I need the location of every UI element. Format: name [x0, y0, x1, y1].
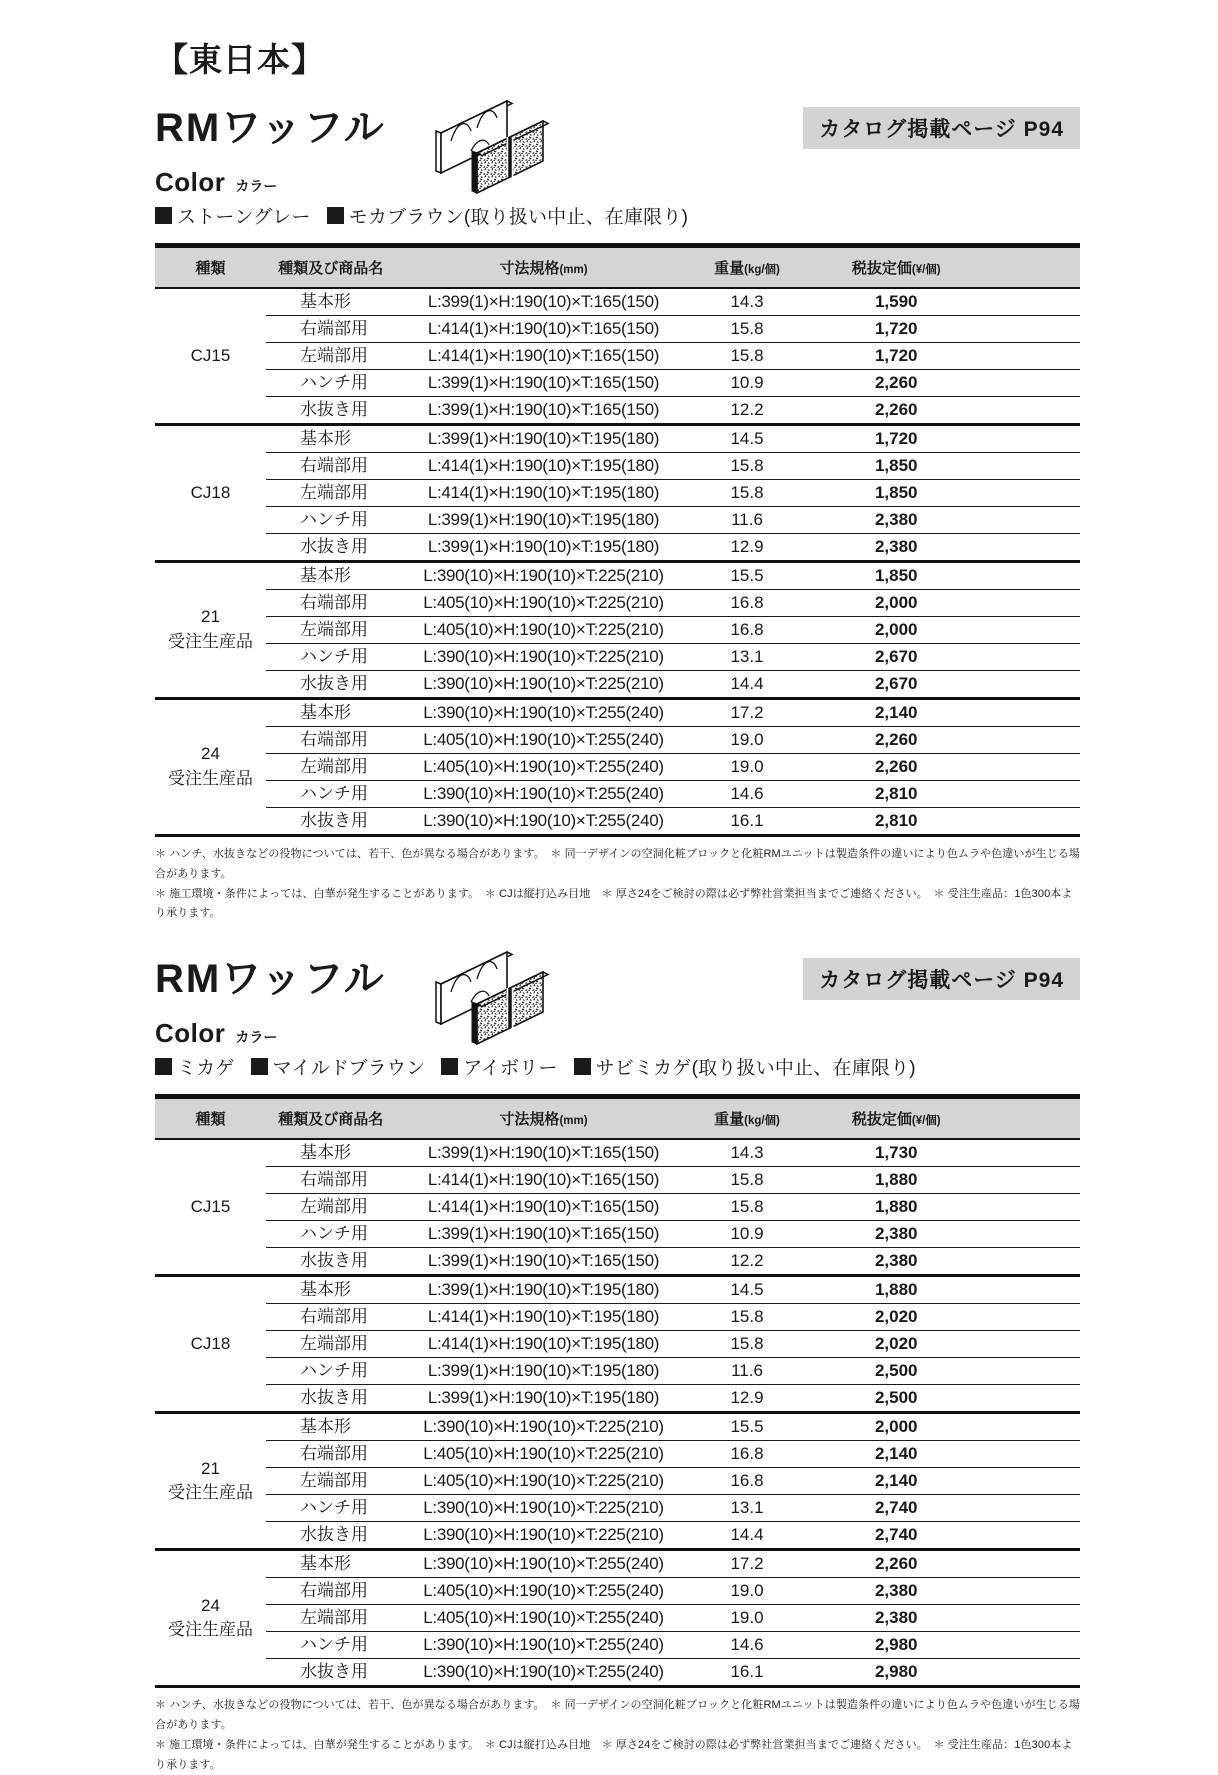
- footnote: ＊ 施工環境・条件によっては、白華が発生することがあります。 ＊ CJは縦打込み目地 ＊ 厚さ24をご検討の際は必ず弊社営業担当までご連絡ください。 ＊ 受注生産品：1色300本より承ります。: [155, 1738, 1073, 1771]
- section-header: [155, 950, 1080, 1008]
- cell-product-name: 基本形: [266, 1139, 396, 1167]
- table-header-row: [155, 246, 1080, 289]
- cell-price: 2,810: [803, 781, 1081, 808]
- cell-weight: 14.4: [692, 671, 803, 699]
- cell-price: 1,720: [803, 343, 1081, 370]
- cell-price: 2,260: [803, 727, 1081, 754]
- cell-price: 2,000: [803, 590, 1081, 617]
- cell-product-name: 右端部用: [266, 316, 396, 343]
- table-row: [155, 1495, 1080, 1522]
- column-label: 重量: [714, 1111, 745, 1129]
- cell-size: L:399(1)×H:190(10)×T:165(150): [396, 1221, 692, 1248]
- cell-product-name: 左端部用: [266, 480, 396, 507]
- cell-size: L:390(10)×H:190(10)×T:255(240): [396, 1632, 692, 1659]
- cell-size: L:414(1)×H:190(10)×T:195(180): [396, 1304, 692, 1331]
- cell-size: L:405(10)×H:190(10)×T:225(210): [396, 590, 692, 617]
- cell-weight: 15.5: [692, 562, 803, 590]
- table-row: [155, 1358, 1080, 1385]
- table-row: [155, 425, 1080, 453]
- type-cell: 21 受注生産品: [155, 562, 266, 699]
- column-unit: (¥/個): [911, 264, 941, 276]
- table-row: [155, 808, 1080, 836]
- cell-size: L:390(10)×H:190(10)×T:225(210): [396, 1522, 692, 1550]
- cell-product-name: 水抜き用: [266, 1248, 396, 1276]
- cell-product-name: 水抜き用: [266, 671, 396, 699]
- table-row: [155, 534, 1080, 562]
- cell-weight: 12.2: [692, 1248, 803, 1276]
- column-header: [396, 246, 692, 289]
- cell-price: 1,880: [803, 1194, 1081, 1221]
- cell-weight: 19.0: [692, 1605, 803, 1632]
- table-row: [155, 1385, 1080, 1413]
- cell-size: L:414(1)×H:190(10)×T:195(180): [396, 453, 692, 480]
- cell-price: 2,740: [803, 1495, 1081, 1522]
- cell-product-name: ハンチ用: [266, 370, 396, 397]
- cell-product-name: 右端部用: [266, 590, 396, 617]
- column-unit: (¥/個): [911, 1115, 941, 1128]
- cell-product-name: ハンチ用: [266, 507, 396, 534]
- cell-price: 2,380: [803, 1248, 1081, 1276]
- color-swatch-item: [155, 1053, 235, 1080]
- table-row: [155, 1331, 1080, 1358]
- cell-product-name: 基本形: [266, 425, 396, 453]
- cell-price: 2,260: [803, 370, 1081, 397]
- cell-weight: 14.6: [692, 781, 803, 808]
- column-unit: (mm): [559, 264, 588, 276]
- catalog-page-badge: カタログ掲載ページ P94: [803, 958, 1080, 1000]
- cell-price: 2,000: [803, 1413, 1081, 1441]
- cell-price: 2,500: [803, 1358, 1081, 1385]
- cell-weight: 19.0: [692, 1578, 803, 1605]
- cell-size: L:405(10)×H:190(10)×T:255(240): [396, 1578, 692, 1605]
- cell-weight: 16.1: [692, 1659, 803, 1687]
- catalog-page-badge: カタログ掲載ページ P94: [803, 107, 1080, 149]
- cell-size: L:414(1)×H:190(10)×T:165(150): [396, 1194, 692, 1221]
- cell-price: 2,140: [803, 699, 1081, 727]
- column-header: [155, 1097, 266, 1140]
- cell-weight: 16.8: [692, 590, 803, 617]
- cell-price: 2,810: [803, 808, 1081, 836]
- cell-weight: 15.8: [692, 1304, 803, 1331]
- cell-weight: 11.6: [692, 1358, 803, 1385]
- cell-size: L:399(1)×H:190(10)×T:165(150): [396, 288, 692, 316]
- cell-weight: 14.5: [692, 425, 803, 453]
- cell-weight: 15.8: [692, 453, 803, 480]
- cell-size: L:414(1)×H:190(10)×T:195(180): [396, 480, 692, 507]
- cell-price: 2,980: [803, 1659, 1081, 1687]
- cell-size: L:399(1)×H:190(10)×T:195(180): [396, 1385, 692, 1413]
- cell-price: 2,380: [803, 507, 1081, 534]
- cell-product-name: 左端部用: [266, 1194, 396, 1221]
- type-cell: 24 受注生産品: [155, 699, 266, 836]
- cell-price: 2,380: [803, 1578, 1081, 1605]
- cell-product-name: ハンチ用: [266, 1358, 396, 1385]
- cell-size: L:414(1)×H:190(10)×T:165(150): [396, 316, 692, 343]
- cell-size: L:390(10)×H:190(10)×T:225(210): [396, 1413, 692, 1441]
- cell-price: 2,500: [803, 1385, 1081, 1413]
- column-unit: (mm): [559, 1115, 588, 1128]
- column-label: 寸法規格: [499, 260, 560, 277]
- footnotes: [155, 845, 1080, 924]
- table-row: [155, 343, 1080, 370]
- cell-product-name: 左端部用: [266, 1331, 396, 1358]
- table-row: [155, 507, 1080, 534]
- color-swatch-item: [155, 202, 311, 229]
- cell-price: 2,380: [803, 1221, 1081, 1248]
- cell-size: L:399(1)×H:190(10)×T:195(180): [396, 507, 692, 534]
- cell-weight: 14.4: [692, 1522, 803, 1550]
- spec-table: [155, 243, 1080, 837]
- cell-size: L:405(10)×H:190(10)×T:225(210): [396, 617, 692, 644]
- cell-price: 1,590: [803, 288, 1081, 316]
- cell-product-name: 基本形: [266, 562, 396, 590]
- column-header: [266, 246, 396, 289]
- cell-size: L:414(1)×H:190(10)×T:165(150): [396, 1167, 692, 1194]
- cell-weight: 12.2: [692, 397, 803, 425]
- color-swatch: [327, 207, 344, 224]
- table-header-row: [155, 1097, 1080, 1140]
- color-swatch-item: [251, 1053, 426, 1080]
- footnote: ＊ ハンチ、水抜きなどの役物については、若干、色が異なる場合があります。 ＊ 同一デザインの空洞化粧ブロックと化粧RMユニットは製造条件の違いにより色ムラや色違いが生じる場合があります。: [155, 1699, 1081, 1731]
- table-row: [155, 1605, 1080, 1632]
- color-list: [155, 202, 1080, 229]
- cell-weight: 15.8: [692, 343, 803, 370]
- cell-product-name: 基本形: [266, 699, 396, 727]
- cell-weight: 17.2: [692, 1550, 803, 1578]
- cell-product-name: ハンチ用: [266, 1495, 396, 1522]
- cell-weight: 12.9: [692, 1385, 803, 1413]
- table-row: [155, 480, 1080, 507]
- cell-price: 2,260: [803, 1550, 1081, 1578]
- cell-weight: 13.1: [692, 644, 803, 671]
- cell-size: L:405(10)×H:190(10)×T:255(240): [396, 727, 692, 754]
- cell-price: 2,260: [803, 754, 1081, 781]
- cell-size: L:399(1)×H:190(10)×T:195(180): [396, 534, 692, 562]
- cell-size: L:399(1)×H:190(10)×T:165(150): [396, 1248, 692, 1276]
- column-header: [803, 1097, 1081, 1140]
- table-row: [155, 671, 1080, 699]
- cell-weight: 15.8: [692, 1331, 803, 1358]
- cell-size: L:414(1)×H:190(10)×T:165(150): [396, 343, 692, 370]
- cell-weight: 13.1: [692, 1495, 803, 1522]
- cell-price: 1,850: [803, 480, 1081, 507]
- color-swatch: [251, 1058, 268, 1075]
- cell-size: L:390(10)×H:190(10)×T:225(210): [396, 1495, 692, 1522]
- cell-product-name: 水抜き用: [266, 1659, 396, 1687]
- cell-product-name: 水抜き用: [266, 1385, 396, 1413]
- product-title: RMワッフル: [155, 106, 386, 150]
- column-label: 種類: [195, 260, 226, 277]
- cell-size: L:414(1)×H:190(10)×T:195(180): [396, 1331, 692, 1358]
- cell-weight: 14.5: [692, 1276, 803, 1304]
- table-row: [155, 1550, 1080, 1578]
- cell-weight: 12.9: [692, 534, 803, 562]
- cell-size: L:390(10)×H:190(10)×T:225(210): [396, 671, 692, 699]
- cell-size: L:399(1)×H:190(10)×T:195(180): [396, 425, 692, 453]
- cell-size: L:399(1)×H:190(10)×T:165(150): [396, 397, 692, 425]
- cell-weight: 15.8: [692, 316, 803, 343]
- cell-product-name: 左端部用: [266, 343, 396, 370]
- footnote: ＊ ハンチ、水抜きなどの役物については、若干、色が異なる場合があります。 ＊ 同一デザインの空洞化粧ブロックと化粧RMユニットは製造条件の違いにより色ムラや色違いが生じる場合があります。: [155, 848, 1081, 880]
- cell-price: 2,140: [803, 1468, 1081, 1495]
- cell-weight: 16.1: [692, 808, 803, 836]
- cell-product-name: 右端部用: [266, 1578, 396, 1605]
- cell-product-name: ハンチ用: [266, 1221, 396, 1248]
- table-row: [155, 754, 1080, 781]
- type-cell: CJ15: [155, 1139, 266, 1276]
- color-swatch: [155, 1058, 172, 1075]
- cell-size: L:399(1)×H:190(10)×T:165(150): [396, 370, 692, 397]
- cell-price: 2,380: [803, 534, 1081, 562]
- cell-weight: 15.5: [692, 1413, 803, 1441]
- cell-product-name: 右端部用: [266, 727, 396, 754]
- column-header: [692, 1097, 803, 1140]
- cell-product-name: ハンチ用: [266, 644, 396, 671]
- color-list: [155, 1053, 1080, 1080]
- cell-size: L:390(10)×H:190(10)×T:255(240): [396, 781, 692, 808]
- cell-product-name: 左端部用: [266, 1468, 396, 1495]
- table-row: [155, 1221, 1080, 1248]
- color-swatch: [574, 1058, 591, 1075]
- product-section: [155, 950, 1080, 1775]
- cell-weight: 19.0: [692, 727, 803, 754]
- color-heading-sub: カラー: [235, 178, 278, 194]
- cell-product-name: 左端部用: [266, 617, 396, 644]
- color-heading-sub: カラー: [235, 1029, 278, 1046]
- column-header: [396, 1097, 692, 1140]
- cell-size: L:390(10)×H:190(10)×T:225(210): [396, 644, 692, 671]
- cell-price: 1,720: [803, 316, 1081, 343]
- table-row: [155, 1248, 1080, 1276]
- color-heading: Color: [155, 1018, 226, 1049]
- table-row: [155, 781, 1080, 808]
- cell-size: L:390(10)×H:190(10)×T:255(240): [396, 699, 692, 727]
- cell-weight: 16.8: [692, 1441, 803, 1468]
- cell-price: 1,720: [803, 425, 1081, 453]
- column-label: 税抜定価: [851, 1111, 912, 1129]
- cell-size: L:399(1)×H:190(10)×T:195(180): [396, 1276, 692, 1304]
- cell-product-name: 水抜き用: [266, 397, 396, 425]
- color-swatch-item: [574, 1053, 916, 1080]
- cell-product-name: 右端部用: [266, 1304, 396, 1331]
- cell-price: 1,730: [803, 1139, 1081, 1167]
- cell-price: 1,850: [803, 453, 1081, 480]
- column-header: [692, 246, 803, 289]
- concrete-block-illustration-icon: [423, 938, 557, 1052]
- footnotes: [155, 1696, 1080, 1775]
- table-head: [155, 246, 1080, 289]
- cell-size: L:399(1)×H:190(10)×T:195(180): [396, 1358, 692, 1385]
- footnote: ＊ 施工環境・条件によっては、白華が発生することがあります。 ＊ CJは縦打込み目地 ＊ 厚さ24をご検討の際は必ず弊社営業担当までご連絡ください。 ＊ 受注生産品：1色300本より承ります。: [155, 887, 1073, 920]
- table-row: [155, 1167, 1080, 1194]
- table-row: [155, 617, 1080, 644]
- column-header: [803, 246, 1081, 289]
- column-label: 重量: [714, 260, 745, 277]
- color-swatch: [441, 1058, 458, 1075]
- cell-weight: 17.2: [692, 699, 803, 727]
- column-unit: (kg/個): [744, 264, 780, 276]
- cell-price: 1,850: [803, 562, 1081, 590]
- cell-weight: 11.6: [692, 507, 803, 534]
- column-unit: (kg/個): [744, 1115, 780, 1128]
- cell-product-name: 左端部用: [266, 1605, 396, 1632]
- table-row: [155, 727, 1080, 754]
- cell-product-name: 基本形: [266, 1276, 396, 1304]
- table-row: [155, 1522, 1080, 1550]
- table-row: [155, 590, 1080, 617]
- color-name: マイルドブラウン: [272, 1058, 426, 1080]
- column-header: [266, 1097, 396, 1140]
- color-name: ミカゲ: [177, 1058, 235, 1080]
- cell-product-name: 基本形: [266, 1550, 396, 1578]
- cell-size: L:405(10)×H:190(10)×T:255(240): [396, 1605, 692, 1632]
- table-row: [155, 1304, 1080, 1331]
- cell-price: 2,140: [803, 1441, 1081, 1468]
- cell-weight: 10.9: [692, 1221, 803, 1248]
- table-row: [155, 1276, 1080, 1304]
- cell-weight: 10.9: [692, 370, 803, 397]
- cell-price: 2,380: [803, 1605, 1081, 1632]
- color-swatch-item: [441, 1053, 557, 1080]
- cell-size: L:390(10)×H:190(10)×T:255(240): [396, 1659, 692, 1687]
- product-section: [155, 99, 1080, 924]
- cell-size: L:405(10)×H:190(10)×T:255(240): [396, 754, 692, 781]
- table-row: [155, 1659, 1080, 1687]
- type-cell: CJ15: [155, 288, 266, 425]
- table-row: [155, 1632, 1080, 1659]
- color-heading: Color: [155, 167, 226, 197]
- table-row: [155, 453, 1080, 480]
- table-row: [155, 1139, 1080, 1167]
- table-row: [155, 1441, 1080, 1468]
- cell-weight: 15.8: [692, 1194, 803, 1221]
- color-heading-row: [155, 167, 1080, 198]
- table-row: [155, 1194, 1080, 1221]
- region-title: 【東日本】: [155, 41, 325, 78]
- cell-price: 2,000: [803, 617, 1081, 644]
- cell-size: L:390(10)×H:190(10)×T:255(240): [396, 1550, 692, 1578]
- cell-price: 2,020: [803, 1331, 1081, 1358]
- type-cell: CJ18: [155, 1276, 266, 1413]
- color-name: モカブラウン(取り扱い中止、在庫限り): [348, 207, 689, 228]
- cell-weight: 14.3: [692, 1139, 803, 1167]
- spec-table: [155, 1094, 1080, 1688]
- cell-price: 2,020: [803, 1304, 1081, 1331]
- column-label: 種類及び商品名: [278, 260, 384, 277]
- section-header: [155, 99, 1080, 157]
- cell-price: 2,740: [803, 1522, 1081, 1550]
- cell-product-name: 右端部用: [266, 1441, 396, 1468]
- cell-weight: 16.8: [692, 617, 803, 644]
- cell-price: 1,880: [803, 1276, 1081, 1304]
- type-cell: CJ18: [155, 425, 266, 562]
- type-cell: 24 受注生産品: [155, 1550, 266, 1687]
- cell-price: 2,260: [803, 397, 1081, 425]
- cell-weight: 19.0: [692, 754, 803, 781]
- table-row: [155, 1468, 1080, 1495]
- cell-price: 2,670: [803, 644, 1081, 671]
- column-label: 税抜定価: [851, 260, 912, 277]
- product-title: RMワッフル: [155, 957, 386, 1002]
- color-name: サビミカゲ(取り扱い中止、在庫限り): [595, 1058, 916, 1080]
- cell-product-name: 基本形: [266, 1413, 396, 1441]
- table-row: [155, 699, 1080, 727]
- cell-size: L:405(10)×H:190(10)×T:225(210): [396, 1468, 692, 1495]
- table-head: [155, 1097, 1080, 1140]
- cell-weight: 16.8: [692, 1468, 803, 1495]
- cell-price: 2,980: [803, 1632, 1081, 1659]
- cell-price: 2,670: [803, 671, 1081, 699]
- table-row: [155, 1413, 1080, 1441]
- cell-size: L:390(10)×H:190(10)×T:255(240): [396, 808, 692, 836]
- type-cell: 21 受注生産品: [155, 1413, 266, 1550]
- column-label: 寸法規格: [499, 1111, 560, 1129]
- cell-product-name: 基本形: [266, 288, 396, 316]
- table-row: [155, 1578, 1080, 1605]
- table-row: [155, 288, 1080, 316]
- color-swatch: [155, 207, 172, 224]
- column-label: 種類及び商品名: [278, 1111, 384, 1129]
- column-label: 種類: [195, 1111, 226, 1129]
- color-heading-row: [155, 1018, 1080, 1049]
- cell-weight: 14.3: [692, 288, 803, 316]
- cell-product-name: 水抜き用: [266, 808, 396, 836]
- table-body: [155, 1139, 1080, 1687]
- cell-weight: 15.8: [692, 480, 803, 507]
- cell-product-name: ハンチ用: [266, 1632, 396, 1659]
- table-row: [155, 316, 1080, 343]
- cell-product-name: 左端部用: [266, 754, 396, 781]
- color-swatch-item: [327, 202, 688, 229]
- table-row: [155, 562, 1080, 590]
- cell-size: L:405(10)×H:190(10)×T:225(210): [396, 1441, 692, 1468]
- color-name: ストーングレー: [177, 207, 311, 228]
- table-row: [155, 370, 1080, 397]
- cell-weight: 15.8: [692, 1167, 803, 1194]
- cell-size: L:390(10)×H:190(10)×T:225(210): [396, 562, 692, 590]
- concrete-block-illustration-icon: [423, 87, 557, 201]
- cell-product-name: 水抜き用: [266, 1522, 396, 1550]
- column-header: [155, 246, 266, 289]
- cell-weight: 14.6: [692, 1632, 803, 1659]
- table-body: [155, 288, 1080, 836]
- cell-product-name: 水抜き用: [266, 534, 396, 562]
- cell-product-name: 右端部用: [266, 453, 396, 480]
- table-row: [155, 644, 1080, 671]
- table-row: [155, 397, 1080, 425]
- cell-price: 1,880: [803, 1167, 1081, 1194]
- cell-product-name: ハンチ用: [266, 781, 396, 808]
- cell-product-name: 右端部用: [266, 1167, 396, 1194]
- cell-size: L:399(1)×H:190(10)×T:165(150): [396, 1139, 692, 1167]
- color-name: アイボリー: [463, 1058, 558, 1080]
